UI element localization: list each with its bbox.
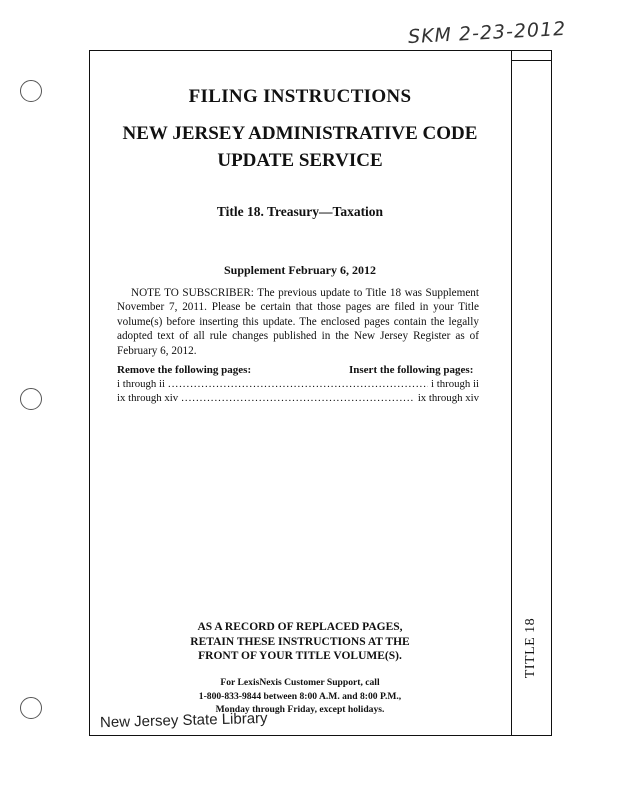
record-line-3: FRONT OF YOUR TITLE VOLUME(S). [198,650,402,662]
page-row [117,392,479,404]
remove-pages-heading: Remove the following pages: [117,364,252,376]
title-tab-label: TITLE 18 [523,617,538,679]
supplement-date: Supplement February 6, 2012 [223,263,376,277]
remove-pages-value: ix through xiv [117,392,179,404]
title-tab [511,608,551,688]
record-line-2: RETAIN THESE INSTRUCTIONS AT THE [190,635,410,648]
page-title: FILING INSTRUCTIONS [188,86,412,107]
subtitle-line-2: UPDATE SERVICE [217,150,383,171]
page-subtitle [88,120,512,174]
customer-support-info [88,676,512,717]
remove-pages-value: i through ii [117,378,165,390]
binder-hole-top [20,80,42,102]
insert-pages-value: i through ii [431,378,479,390]
subscriber-note: NOTE TO SUBSCRIBER: The previous update to Title 18 was Supplement November 7, 2011. Please be certain that those pages are filed in your Title volume(s) before inserting this update. The enclosed pages contain the legally adopted text of all rule changes published in the New Jersey Register as of February 6, 2012. [117,287,479,357]
dot-leader [168,378,428,390]
subtitle-line-1: NEW JERSEY ADMINISTRATIVE CODE [122,123,478,144]
binder-hole-middle [20,388,42,410]
frame-bottom-border [89,735,552,736]
insert-pages-heading: Insert the following pages: [349,364,474,376]
page-row [117,378,479,390]
tab-top-divider [511,60,551,61]
handwritten-note: SKM 2-23-2012 [407,17,567,49]
frame-top-border [89,50,552,51]
record-line-1: AS A RECORD OF REPLACED PAGES, [197,621,403,633]
support-line-3: Monday through Friday, except holidays. [215,704,385,715]
support-line-2: 1-800-833-9844 between 8:00 A.M. and 8:00 P.M., [198,690,402,702]
library-stamp: New Jersey State Library [99,709,268,732]
insert-pages-value: ix through xiv [417,392,479,404]
record-instructions [88,620,512,664]
frame-outer-right-border [551,50,552,736]
title-number: Title 18. Treasury—Taxation [216,204,384,219]
support-line-1: For LexisNexis Customer Support, call [220,677,380,688]
dot-leader [181,392,415,404]
binder-hole-bottom [20,697,42,719]
